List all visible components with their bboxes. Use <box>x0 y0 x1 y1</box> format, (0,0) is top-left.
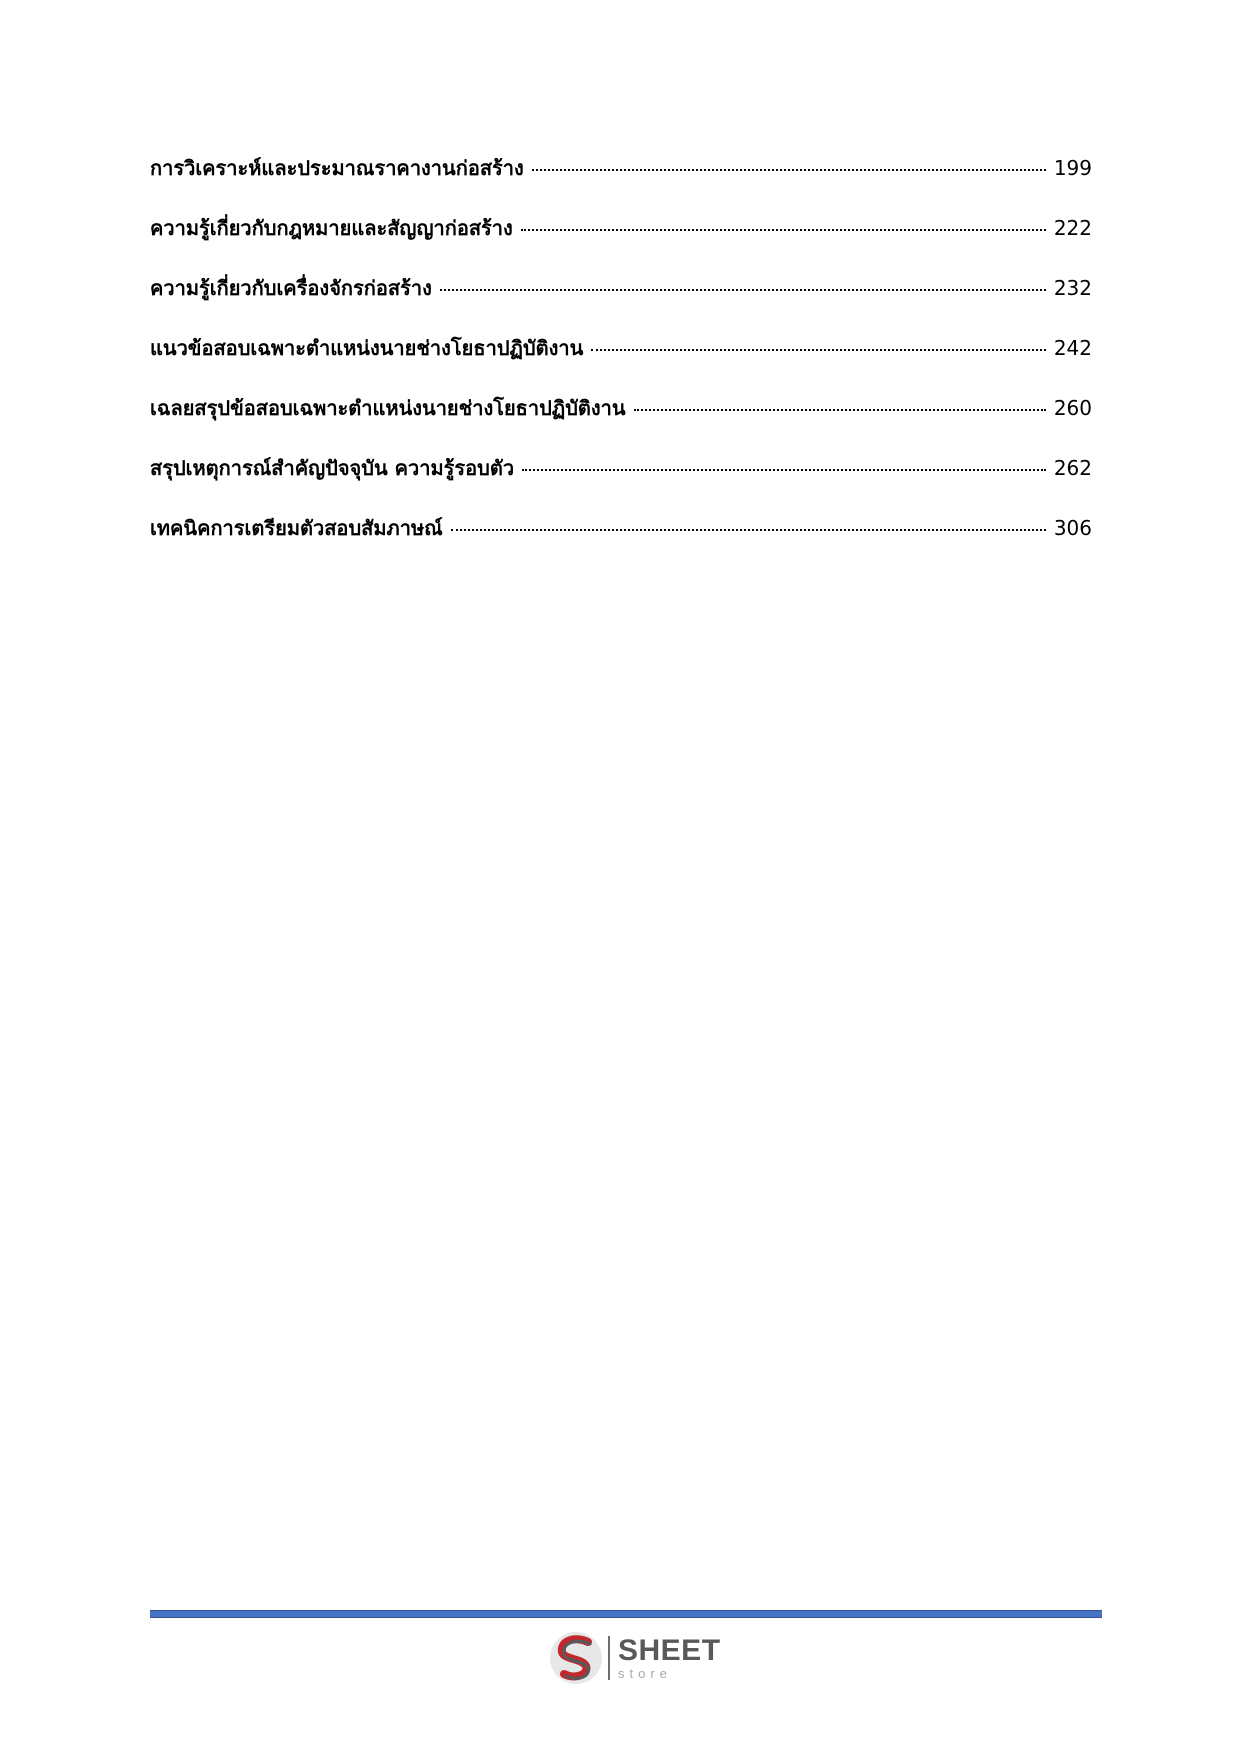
toc-entry-page: 222 <box>1053 216 1092 240</box>
toc-dot-leader <box>451 529 1046 531</box>
table-of-contents <box>150 152 1092 572</box>
toc-entry-page: 260 <box>1053 396 1092 420</box>
logo-separator <box>608 1636 610 1680</box>
toc-entry-title: แนวข้อสอบเฉพาะตำแหน่งนายช่างโยธาปฏิบัติงาน <box>150 336 584 360</box>
toc-entry-page: 306 <box>1053 516 1092 540</box>
toc-entry[interactable] <box>150 332 1092 392</box>
toc-dot-leader <box>532 169 1046 171</box>
toc-entry-title: สรุปเหตุการณ์สำคัญปัจจุบัน ความรู้รอบตัว <box>150 456 515 480</box>
toc-entry[interactable] <box>150 392 1092 452</box>
toc-dot-leader <box>521 229 1046 231</box>
toc-dot-leader <box>522 469 1046 471</box>
toc-entry[interactable] <box>150 512 1092 572</box>
toc-entry-title: เฉลยสรุปข้อสอบเฉพาะตำแหน่งนายช่างโยธาปฏิบัติงาน <box>150 396 626 420</box>
logo-wordmark: SHEET <box>618 1634 721 1667</box>
footer-divider <box>150 1610 1102 1618</box>
sheet-store-logo-icon <box>548 1630 604 1686</box>
toc-entry[interactable] <box>150 212 1092 272</box>
toc-dot-leader <box>440 289 1046 291</box>
toc-dot-leader <box>591 349 1046 351</box>
toc-entry-page: 262 <box>1053 456 1092 480</box>
toc-entry[interactable] <box>150 452 1092 512</box>
toc-entry-title: ความรู้เกี่ยวกับเครื่องจักรก่อสร้าง <box>150 276 432 300</box>
toc-entry-page: 242 <box>1053 336 1092 360</box>
toc-entry-title: การวิเคราะห์และประมาณราคางานก่อสร้าง <box>150 156 524 180</box>
logo-text <box>618 1636 721 1680</box>
toc-entry-title: ความรู้เกี่ยวกับกฎหมายและสัญญาก่อสร้าง <box>150 216 513 240</box>
toc-entry-page: 199 <box>1053 156 1092 180</box>
sheet-store-logo <box>548 1630 721 1686</box>
toc-entry[interactable] <box>150 272 1092 332</box>
logo-subtitle: store <box>618 1666 672 1681</box>
toc-entry[interactable] <box>150 152 1092 212</box>
toc-dot-leader <box>634 409 1046 411</box>
toc-entry-title: เทคนิคการเตรียมตัวสอบสัมภาษณ์ <box>150 516 443 540</box>
toc-entry-page: 232 <box>1053 276 1092 300</box>
